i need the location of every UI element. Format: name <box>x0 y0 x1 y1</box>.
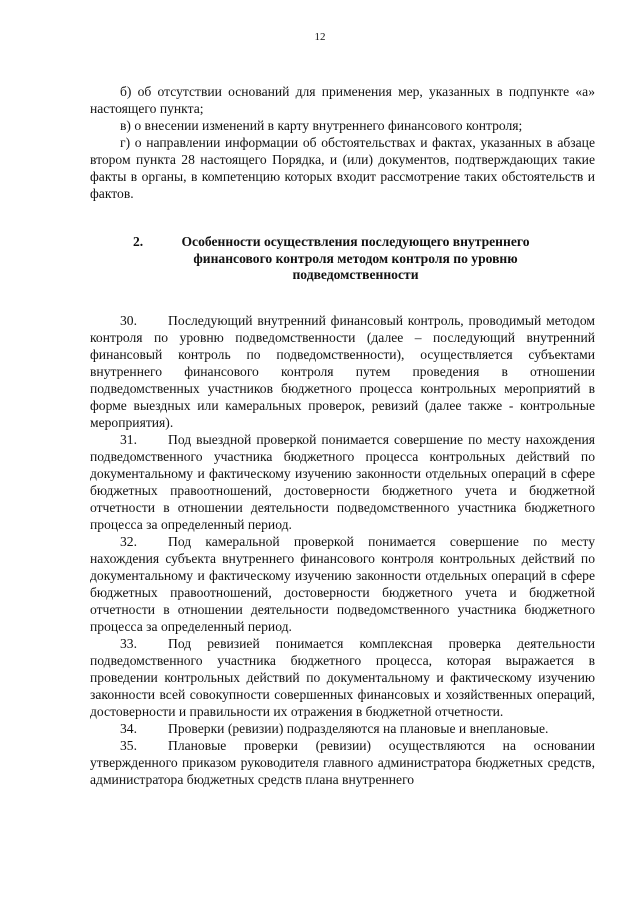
paragraph-34 <box>90 720 595 737</box>
paragraph-33 <box>90 635 595 720</box>
paragraph-31 <box>90 431 595 533</box>
paragraph-32 <box>90 533 595 635</box>
paragraph-30 <box>90 312 595 431</box>
paragraph-number: 30. <box>120 312 137 328</box>
paragraph-text: Проверки (ревизии) подразделяются на плановые и внеплановые. <box>168 720 549 736</box>
paragraph-number: 34. <box>120 720 137 736</box>
intro-item-g: г) о направлении информации об обстоятельствах и фактах, указанных в абзаце втором пункта 28 настоящего Порядка, и (или) документов, подтверждающих такие факты в органы, в компетенцию которых входит рассмотрение таких обстоятельств и фактов. <box>90 135 595 201</box>
section-title: Особенности осуществления последующего внутреннего финансового контроля методом контроля по уровню подведомственности <box>181 234 530 282</box>
page-number: 12 <box>314 31 326 43</box>
paragraph-number: 33. <box>120 635 137 651</box>
intro-item-v: в) о внесении изменений в карту внутреннего финансового контроля; <box>120 118 523 133</box>
paragraph-number: 35. <box>120 737 137 753</box>
section-heading <box>90 234 595 284</box>
paragraph-35 <box>90 737 595 788</box>
paragraph-text: Последующий внутренний финансовый контроль, проводимый методом контроля по уровню подведомственности (далее – последующий внутренний финансовый контроль по подведомственности), осуществляется субъектами внутреннего финансового контроля путем проведения в отношении подведомственных участников бюджетного процесса контрольных мероприятий в форме выездных или камеральных проверок, ревизий (далее также - контрольные мероприятия). <box>90 312 595 430</box>
section-number: 2. <box>133 234 144 249</box>
paragraph-text: Под выездной проверкой понимается совершение по месту нахождения подведомственного участника бюджетного процесса контрольных действий по документальному и фактическому изучению законности отдельных операций в сфере бюджетных правоотношений, достоверности бюджетного учета и бюджетной отчетности в отношении деятельности подведомственного участника бюджетного процесса за определенный период. <box>90 431 595 532</box>
paragraph-text: Под камеральной проверкой понимается совершение по месту нахождения субъекта внутреннего финансового контроля контрольных действий по документальному и фактическому изучению законности отдельных операций в сфере бюджетных правоотношений, достоверности бюджетного учета и бюджетной отчетности в отношении деятельности подведомственного участника бюджетного процесса за определенный период. <box>90 533 595 634</box>
paragraph-text: Плановые проверки (ревизии) осуществляются на основании утвержденного приказом руководителя главного администратора бюджетных средств, администратора бюджетных средств плана внутреннего <box>90 737 595 787</box>
paragraph-text: Под ревизией понимается комплексная проверка деятельности подведомственного участника бюджетного процесса, которая выражается в проведении контрольных действий по документальному и фактическому изучению законности всей совокупности совершенных финансовых и хозяйственных операций, достоверности и правильности их отражения в бюджетной отчетности. <box>90 635 595 719</box>
paragraph-number: 32. <box>120 533 137 549</box>
intro-item-b: б) об отсутствии оснований для применения мер, указанных в подпункте «а» настоящего пункта; <box>90 84 595 116</box>
paragraph-number: 31. <box>120 431 137 447</box>
document-body <box>90 83 595 788</box>
